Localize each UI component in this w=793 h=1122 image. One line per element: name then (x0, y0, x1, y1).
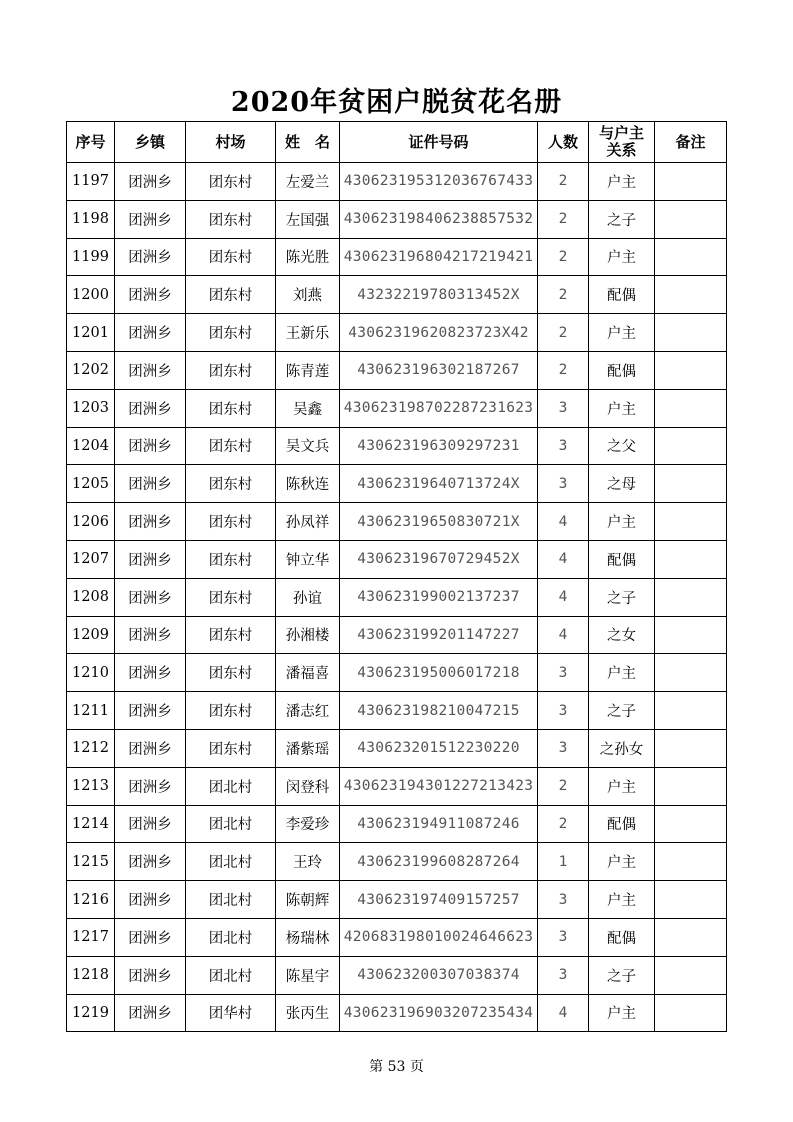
cell-id-number: 430623200307038374 (340, 956, 538, 994)
cell-town: 团洲乡 (115, 654, 186, 692)
cell-count: 1 (538, 843, 589, 881)
cell-relation: 户主 (589, 881, 655, 919)
cell-remark (655, 616, 727, 654)
cell-remark (655, 540, 727, 578)
table-row (67, 578, 727, 616)
cell-id-number: 430623199608287264 (340, 843, 538, 881)
cell-id-number: 430623196309297231 (340, 427, 538, 465)
cell-id-number: 430623194911087246 (340, 805, 538, 843)
cell-town: 团洲乡 (115, 238, 186, 276)
cell-remark (655, 654, 727, 692)
cell-relation: 之孙女 (589, 729, 655, 767)
cell-town: 团洲乡 (115, 276, 186, 314)
cell-remark (655, 351, 727, 389)
table-row (67, 351, 727, 389)
cell-town: 团洲乡 (115, 578, 186, 616)
cell-count: 4 (538, 578, 589, 616)
cell-seq: 1208 (67, 578, 115, 616)
cell-remark (655, 200, 727, 238)
cell-remark (655, 276, 727, 314)
cell-name: 吴鑫 (276, 389, 340, 427)
cell-id-number: 430623196302187267 (340, 351, 538, 389)
header-remark: 备注 (655, 122, 727, 163)
cell-count: 3 (538, 729, 589, 767)
cell-count: 3 (538, 918, 589, 956)
cell-relation: 配偶 (589, 805, 655, 843)
table-row (67, 427, 727, 465)
cell-count: 2 (538, 238, 589, 276)
cell-count: 2 (538, 200, 589, 238)
cell-village: 团东村 (186, 276, 276, 314)
cell-id-number: 430623196903207235434 (340, 994, 538, 1032)
cell-remark (655, 163, 727, 201)
cell-id-number: 430623198406238857532 (340, 200, 538, 238)
cell-relation: 户主 (589, 389, 655, 427)
page-number: 第 53 页 (369, 1059, 424, 1075)
cell-village: 团华村 (186, 994, 276, 1032)
cell-id-number: 430623198210047215 (340, 692, 538, 730)
cell-village: 团东村 (186, 163, 276, 201)
cell-remark (655, 918, 727, 956)
cell-name: 王玲 (276, 843, 340, 881)
cell-town: 团洲乡 (115, 351, 186, 389)
cell-relation: 户主 (589, 503, 655, 541)
table-row (67, 389, 727, 427)
cell-remark (655, 956, 727, 994)
cell-village: 团东村 (186, 503, 276, 541)
cell-id-number: 43062319670729452X (340, 540, 538, 578)
cell-id-number: 430623201512230220 (340, 729, 538, 767)
table-row (67, 540, 727, 578)
cell-id-number: 430623194301227213423 (340, 767, 538, 805)
cell-town: 团洲乡 (115, 616, 186, 654)
cell-count: 2 (538, 351, 589, 389)
cell-village: 团东村 (186, 616, 276, 654)
cell-name: 吴文兵 (276, 427, 340, 465)
cell-name: 刘燕 (276, 276, 340, 314)
cell-seq: 1202 (67, 351, 115, 389)
cell-seq: 1217 (67, 918, 115, 956)
table-row (67, 465, 727, 503)
cell-seq: 1206 (67, 503, 115, 541)
cell-relation: 之子 (589, 692, 655, 730)
table-row (67, 805, 727, 843)
cell-count: 3 (538, 654, 589, 692)
cell-relation: 之母 (589, 465, 655, 503)
cell-village: 团东村 (186, 351, 276, 389)
header-id-number: 证件号码 (340, 122, 538, 163)
cell-id-number: 430623195312036767433 (340, 163, 538, 201)
cell-relation: 户主 (589, 314, 655, 352)
cell-village: 团东村 (186, 729, 276, 767)
cell-town: 团洲乡 (115, 767, 186, 805)
cell-remark (655, 238, 727, 276)
cell-relation: 户主 (589, 163, 655, 201)
cell-name: 左爱兰 (276, 163, 340, 201)
cell-count: 2 (538, 314, 589, 352)
cell-relation: 配偶 (589, 276, 655, 314)
cell-name: 潘志红 (276, 692, 340, 730)
cell-village: 团北村 (186, 956, 276, 994)
cell-seq: 1207 (67, 540, 115, 578)
header-village: 村场 (186, 122, 276, 163)
cell-id-number: 430623198702287231623 (340, 389, 538, 427)
cell-seq: 1201 (67, 314, 115, 352)
cell-seq: 1205 (67, 465, 115, 503)
cell-relation: 户主 (589, 238, 655, 276)
cell-village: 团北村 (186, 881, 276, 919)
cell-remark (655, 503, 727, 541)
cell-id-number: 43232219780313452X (340, 276, 538, 314)
cell-seq: 1219 (67, 994, 115, 1032)
cell-id-number: 430623197409157257 (340, 881, 538, 919)
cell-village: 团北村 (186, 767, 276, 805)
cell-village: 团东村 (186, 692, 276, 730)
cell-relation: 配偶 (589, 918, 655, 956)
cell-count: 4 (538, 994, 589, 1032)
cell-remark (655, 994, 727, 1032)
cell-id-number: 430623199002137237 (340, 578, 538, 616)
cell-name: 孙凤祥 (276, 503, 340, 541)
table-row (67, 994, 727, 1032)
cell-count: 3 (538, 881, 589, 919)
cell-village: 团东村 (186, 314, 276, 352)
cell-relation: 户主 (589, 843, 655, 881)
cell-id-number: 430623199201147227 (340, 616, 538, 654)
cell-town: 团洲乡 (115, 918, 186, 956)
cell-name: 王新乐 (276, 314, 340, 352)
table-row (67, 503, 727, 541)
cell-remark (655, 843, 727, 881)
header-relation-line1: 与户主 (598, 124, 644, 142)
cell-name: 李爱珍 (276, 805, 340, 843)
cell-remark (655, 692, 727, 730)
cell-name: 孙湘楼 (276, 616, 340, 654)
cell-relation: 户主 (589, 767, 655, 805)
cell-count: 3 (538, 465, 589, 503)
cell-name: 陈秋连 (276, 465, 340, 503)
table-row (67, 843, 727, 881)
cell-remark (655, 767, 727, 805)
table-row (67, 692, 727, 730)
cell-name: 潘福喜 (276, 654, 340, 692)
cell-seq: 1198 (67, 200, 115, 238)
cell-count: 4 (538, 503, 589, 541)
table-row (67, 918, 727, 956)
cell-town: 团洲乡 (115, 956, 186, 994)
cell-count: 2 (538, 767, 589, 805)
cell-village: 团东村 (186, 427, 276, 465)
table-row (67, 729, 727, 767)
header-seq: 序号 (67, 122, 115, 163)
cell-town: 团洲乡 (115, 503, 186, 541)
header-count: 人数 (538, 122, 589, 163)
cell-name: 钟立华 (276, 540, 340, 578)
cell-name: 陈星宇 (276, 956, 340, 994)
cell-name: 陈青莲 (276, 351, 340, 389)
cell-remark (655, 427, 727, 465)
cell-seq: 1214 (67, 805, 115, 843)
cell-count: 4 (538, 616, 589, 654)
cell-town: 团洲乡 (115, 465, 186, 503)
cell-relation: 之子 (589, 956, 655, 994)
header-relation-line2: 关系 (606, 141, 637, 159)
cell-count: 2 (538, 805, 589, 843)
cell-name: 陈光胜 (276, 238, 340, 276)
cell-seq: 1209 (67, 616, 115, 654)
cell-remark (655, 314, 727, 352)
cell-relation: 之女 (589, 616, 655, 654)
cell-id-number: 430623195006017218 (340, 654, 538, 692)
cell-count: 3 (538, 956, 589, 994)
cell-seq: 1197 (67, 163, 115, 201)
cell-seq: 1216 (67, 881, 115, 919)
table-row (67, 881, 727, 919)
cell-village: 团东村 (186, 465, 276, 503)
cell-count: 3 (538, 692, 589, 730)
table-row (67, 163, 727, 201)
table-row (67, 616, 727, 654)
cell-remark (655, 465, 727, 503)
cell-village: 团东村 (186, 540, 276, 578)
cell-seq: 1210 (67, 654, 115, 692)
cell-relation: 之子 (589, 200, 655, 238)
cell-town: 团洲乡 (115, 389, 186, 427)
cell-seq: 1199 (67, 238, 115, 276)
cell-town: 团洲乡 (115, 314, 186, 352)
cell-id-number: 420683198010024646623 (340, 918, 538, 956)
cell-count: 2 (538, 163, 589, 201)
cell-village: 团东村 (186, 389, 276, 427)
cell-id-number: 43062319620823723X42 (340, 314, 538, 352)
cell-relation: 之子 (589, 578, 655, 616)
cell-remark (655, 805, 727, 843)
cell-town: 团洲乡 (115, 843, 186, 881)
cell-relation: 配偶 (589, 351, 655, 389)
cell-remark (655, 729, 727, 767)
cell-seq: 1204 (67, 427, 115, 465)
cell-village: 团北村 (186, 805, 276, 843)
table-row (67, 654, 727, 692)
cell-village: 团北村 (186, 918, 276, 956)
cell-name: 杨瑞林 (276, 918, 340, 956)
cell-id-number: 43062319640713724X (340, 465, 538, 503)
table-header-row (67, 122, 727, 163)
cell-id-number: 430623196804217219421 (340, 238, 538, 276)
roster-table (66, 121, 727, 1032)
cell-town: 团洲乡 (115, 200, 186, 238)
cell-name: 孙谊 (276, 578, 340, 616)
cell-village: 团北村 (186, 843, 276, 881)
cell-seq: 1212 (67, 729, 115, 767)
cell-name: 闵登科 (276, 767, 340, 805)
header-town: 乡镇 (115, 122, 186, 163)
header-name: 姓 名 (276, 122, 340, 163)
cell-remark (655, 881, 727, 919)
cell-relation: 户主 (589, 994, 655, 1032)
cell-remark (655, 578, 727, 616)
document-title: 2020年贫困户脱贫花名册 (230, 87, 563, 118)
cell-town: 团洲乡 (115, 692, 186, 730)
cell-count: 2 (538, 276, 589, 314)
cell-relation: 之父 (589, 427, 655, 465)
cell-seq: 1213 (67, 767, 115, 805)
cell-name: 左国强 (276, 200, 340, 238)
cell-town: 团洲乡 (115, 540, 186, 578)
header-relation (589, 122, 655, 163)
cell-town: 团洲乡 (115, 729, 186, 767)
cell-remark (655, 389, 727, 427)
cell-seq: 1215 (67, 843, 115, 881)
cell-name: 陈朝辉 (276, 881, 340, 919)
cell-town: 团洲乡 (115, 163, 186, 201)
table-row (67, 200, 727, 238)
cell-relation: 配偶 (589, 540, 655, 578)
cell-town: 团洲乡 (115, 881, 186, 919)
cell-village: 团东村 (186, 200, 276, 238)
cell-count: 4 (538, 540, 589, 578)
cell-village: 团东村 (186, 654, 276, 692)
cell-seq: 1200 (67, 276, 115, 314)
cell-village: 团东村 (186, 238, 276, 276)
table-row (67, 276, 727, 314)
cell-seq: 1203 (67, 389, 115, 427)
table-row (67, 956, 727, 994)
cell-town: 团洲乡 (115, 994, 186, 1032)
cell-town: 团洲乡 (115, 805, 186, 843)
cell-count: 3 (538, 427, 589, 465)
cell-id-number: 43062319650830721X (340, 503, 538, 541)
cell-count: 3 (538, 389, 589, 427)
cell-seq: 1211 (67, 692, 115, 730)
cell-village: 团东村 (186, 578, 276, 616)
table-row (67, 314, 727, 352)
cell-seq: 1218 (67, 956, 115, 994)
table-row (67, 238, 727, 276)
table-row (67, 767, 727, 805)
cell-relation: 户主 (589, 654, 655, 692)
cell-name: 潘紫瑶 (276, 729, 340, 767)
cell-town: 团洲乡 (115, 427, 186, 465)
cell-name: 张丙生 (276, 994, 340, 1032)
